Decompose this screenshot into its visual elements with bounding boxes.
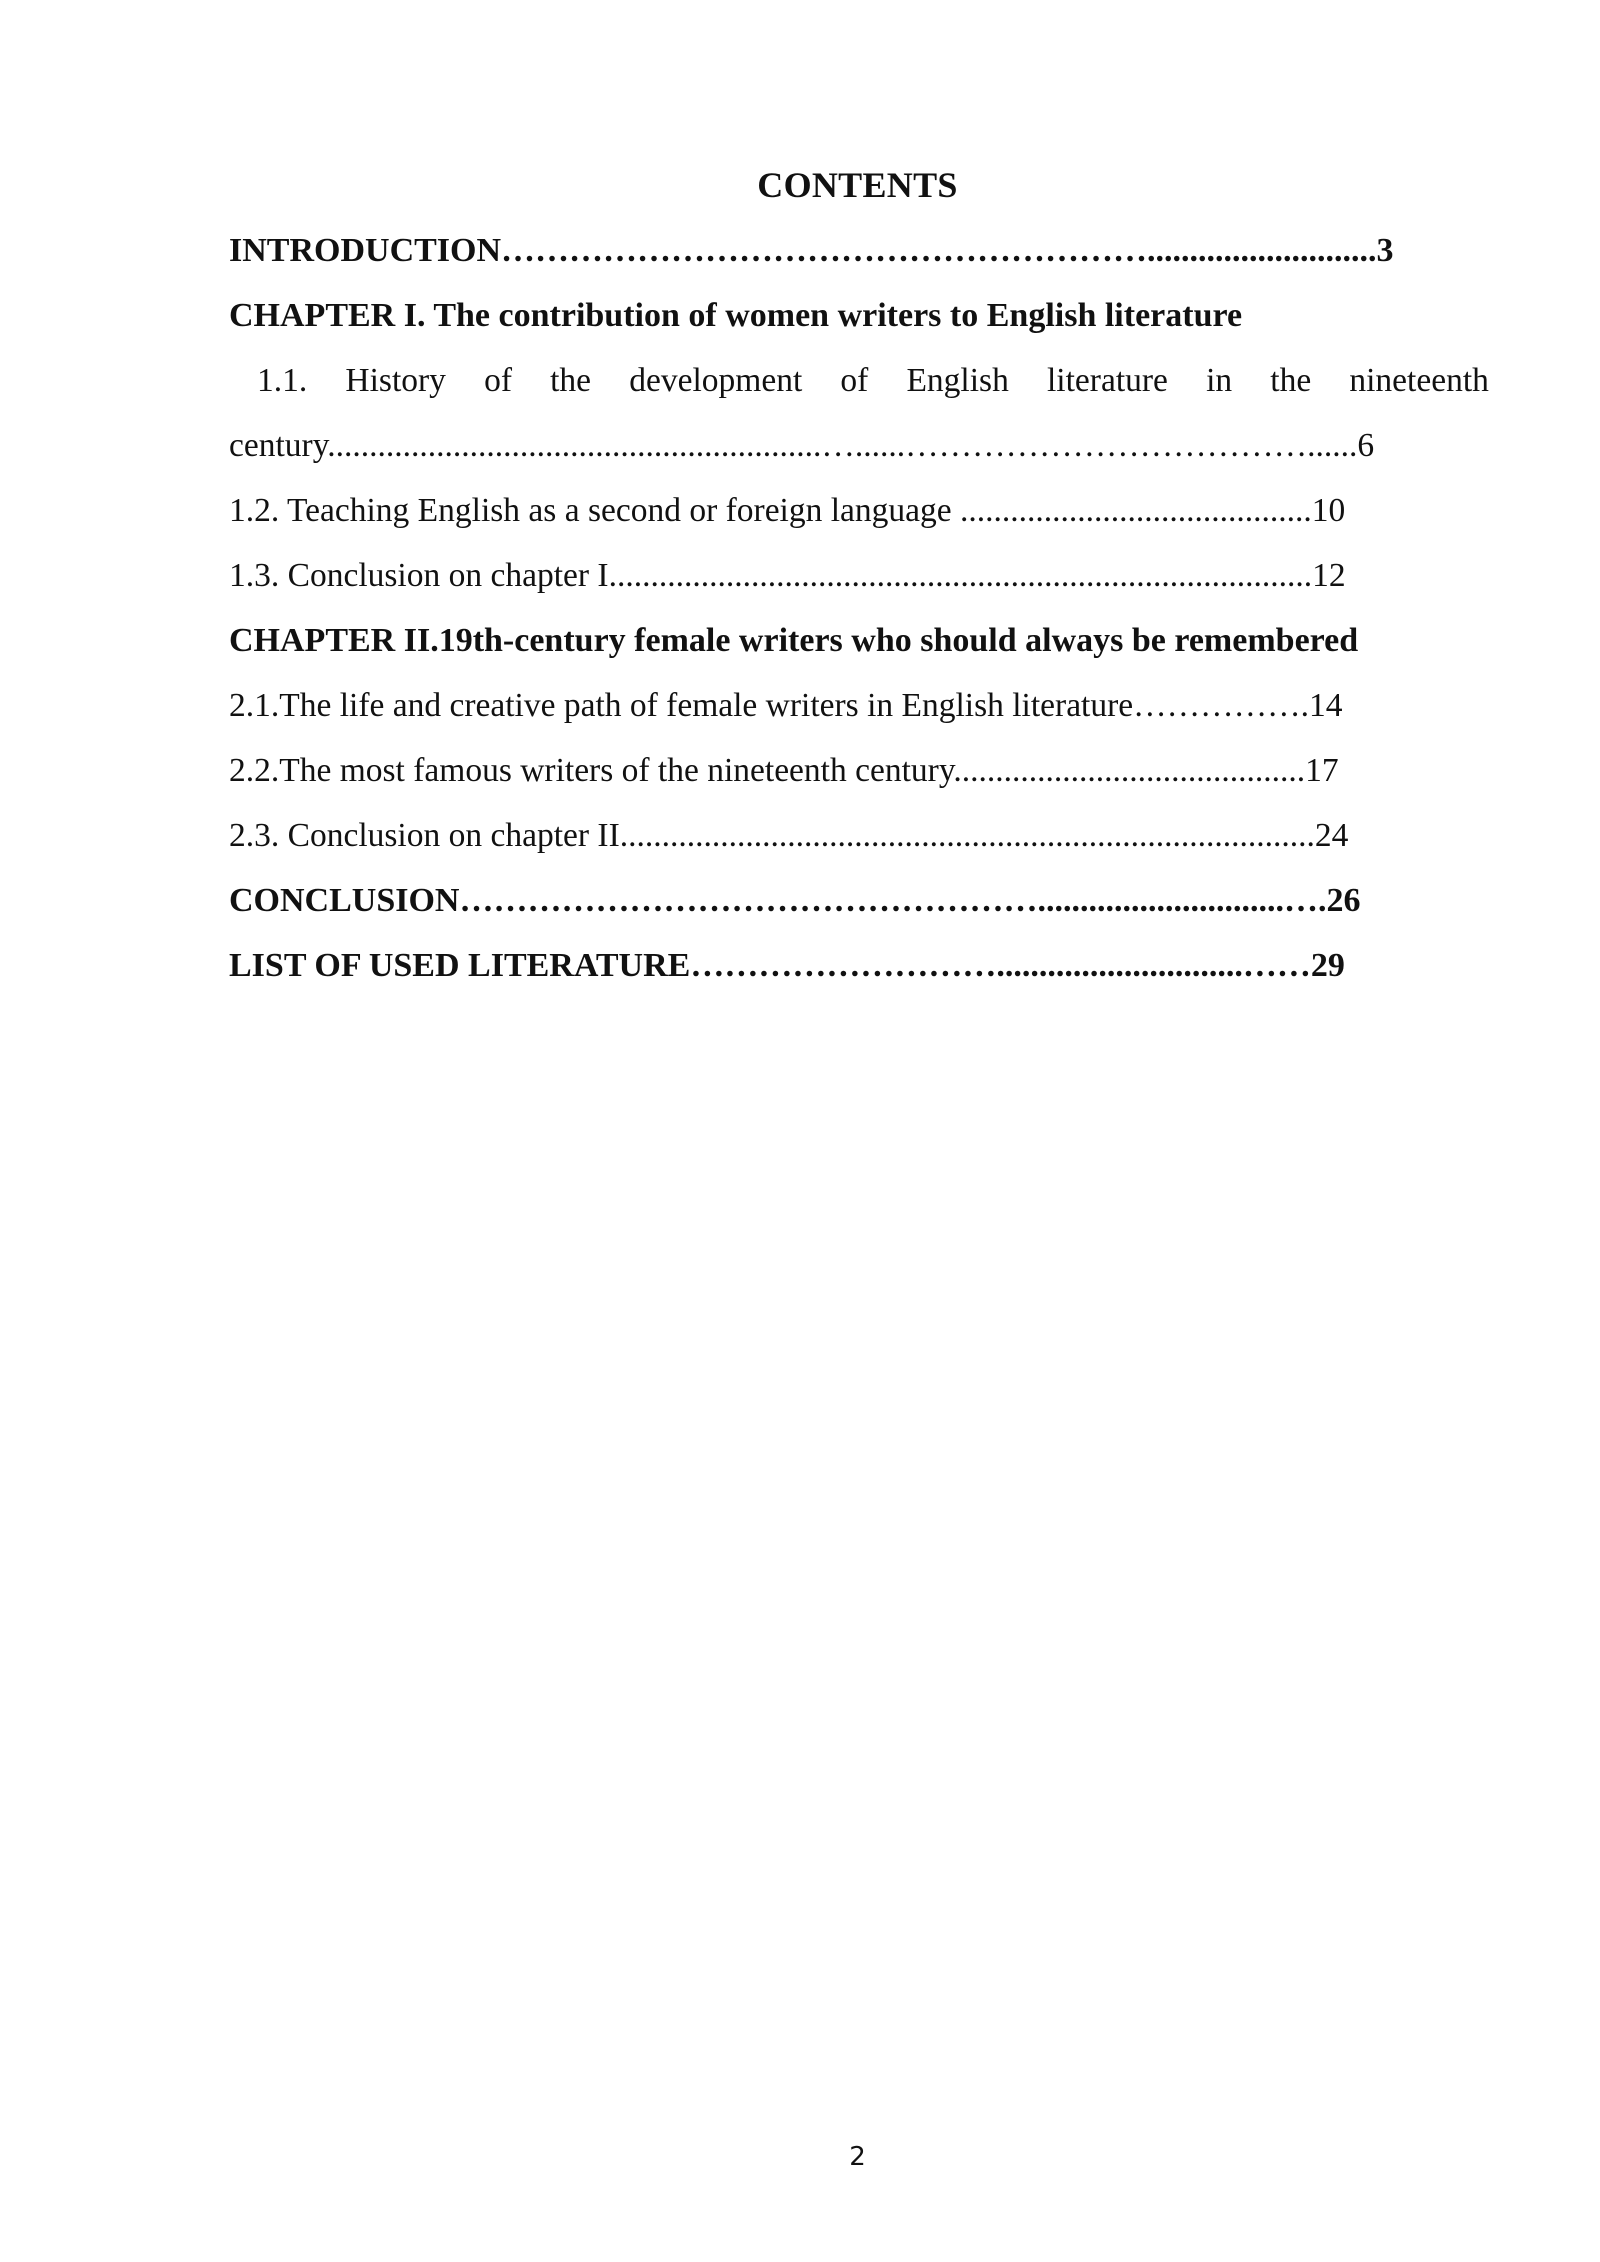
toc-word: literature — [1047, 362, 1168, 399]
toc-entry-literature: LIST OF USED LITERATURE……………………….............................……29 — [229, 947, 1345, 984]
toc-entry-1-3: 1.3. Conclusion on chapter I....................................................................................12 — [229, 557, 1346, 594]
toc-entry-introduction: INTRODUCTION…………………………………………………...........................3 — [229, 232, 1394, 269]
toc-word: 1.1. — [257, 362, 308, 399]
toc-word: development — [629, 362, 803, 399]
toc-entry-1-1 — [229, 355, 1489, 420]
contents-heading: CONTENTS — [757, 165, 958, 205]
toc-word: the — [1270, 362, 1312, 399]
toc-entry-2-2: 2.2.The most famous writers of the nineteenth century..........................................17 — [229, 752, 1339, 789]
toc-entry-chapter-2: CHAPTER II.19th-century female writers who should always be remembered — [229, 622, 1359, 659]
toc-word: English — [906, 362, 1009, 399]
toc-word: of — [484, 362, 512, 399]
toc-word: History — [345, 362, 446, 399]
toc-entry-1-1-continued: century...........................................................…......………………………………......6 — [229, 427, 1375, 464]
toc-word: of — [840, 362, 869, 399]
toc-word: nineteenth — [1349, 362, 1489, 399]
table-of-contents — [229, 225, 1489, 1005]
page-number: 2 — [849, 2142, 866, 2172]
toc-word: in — [1206, 362, 1233, 399]
toc-entry-chapter-1: CHAPTER I. The contribution of women writers to English literature — [229, 297, 1243, 334]
toc-entry-2-1: 2.1.The life and creative path of female writers in English literature…………….14 — [229, 687, 1343, 724]
toc-entry-2-3: 2.3. Conclusion on chapter II...................................................................................24 — [229, 817, 1349, 854]
toc-word: the — [550, 362, 592, 399]
toc-entry-1-2: 1.2. Teaching English as a second or foreign language ..........................................10 — [229, 492, 1346, 529]
toc-entry-conclusion: CONCLUSION…………………………………………….............................….26 — [229, 882, 1361, 919]
